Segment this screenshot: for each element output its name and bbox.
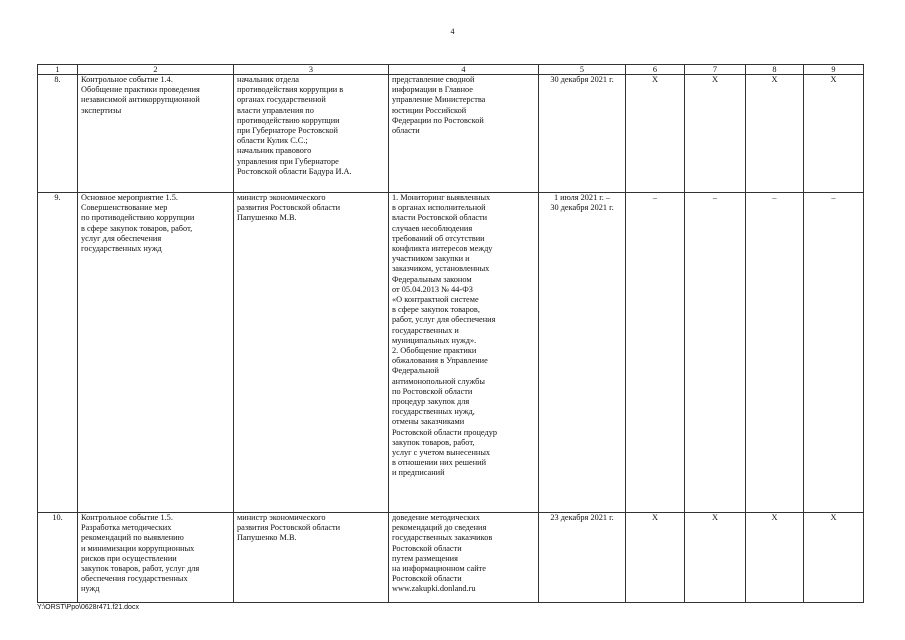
date-cell: 1 июля 2021 г. – 30 декабря 2021 г. xyxy=(539,193,626,513)
result-cell: представление сводной информации в Главное управление Министерства юстиции Российской Федерации по Ростовской области xyxy=(389,75,539,193)
column-9-cell: X xyxy=(804,75,864,193)
event-cell: Контрольное событие 1.5. Разработка методических рекомендаций по выявлению и минимизации коррупционных рисков при осуществлении закупок товаров, работ, услуг для обеспечения государственных нужд xyxy=(78,513,234,603)
result-cell: доведение методических рекомендаций до сведения государственных заказчиков Ростовской области путем размещения на информационном сайте Ростовской области www.zakupki.donland.ru xyxy=(389,513,539,603)
column-6-cell: – xyxy=(626,193,685,513)
column-8-cell: X xyxy=(746,513,804,603)
table-row xyxy=(38,193,864,513)
column-7-cell: X xyxy=(685,75,746,193)
header-row xyxy=(38,65,864,75)
column-9-cell: X xyxy=(804,513,864,603)
column-header: 9 xyxy=(804,65,864,75)
table-row xyxy=(38,513,864,603)
column-header: 1 xyxy=(38,65,78,75)
responsible-cell: министр экономического развития Ростовской области Папушенко М.В. xyxy=(234,513,389,603)
responsible-cell: начальник отдела противодействия коррупции в органах государственной власти управления по противодействию коррупции при Губернаторе Ростовской области Кулик С.С.; начальник правового управления при Губернаторе Ростовской области Бадура И.А. xyxy=(234,75,389,193)
column-header: 8 xyxy=(746,65,804,75)
row-number: 9. xyxy=(38,193,78,513)
date-cell: 30 декабря 2021 г. xyxy=(539,75,626,193)
column-header: 7 xyxy=(685,65,746,75)
page-number: 4 xyxy=(450,27,455,36)
column-7-cell: X xyxy=(685,513,746,603)
responsible-cell: министр экономического развития Ростовской области Папушенко М.В. xyxy=(234,193,389,513)
date-cell: 23 декабря 2021 г. xyxy=(539,513,626,603)
table-row xyxy=(38,75,864,193)
column-header: 4 xyxy=(389,65,539,75)
event-cell: Основное мероприятие 1.5. Совершенствование мер по противодействию коррупции в сфере закупок товаров, работ, услуг для обеспечения государственных нужд xyxy=(78,193,234,513)
file-path: Y:\ORST\Ppo\0628r471.f21.docx xyxy=(37,604,139,611)
column-8-cell: X xyxy=(746,75,804,193)
column-header: 6 xyxy=(626,65,685,75)
column-9-cell: – xyxy=(804,193,864,513)
row-number: 10. xyxy=(38,513,78,603)
plan-table xyxy=(37,64,864,603)
row-number: 8. xyxy=(38,75,78,193)
column-header: 2 xyxy=(78,65,234,75)
column-header: 5 xyxy=(539,65,626,75)
event-cell: Контрольное событие 1.4. Обобщение практики проведения независимой антикоррупционной экспертизы xyxy=(78,75,234,193)
column-8-cell: – xyxy=(746,193,804,513)
column-6-cell: X xyxy=(626,75,685,193)
column-header: 3 xyxy=(234,65,389,75)
column-7-cell: – xyxy=(685,193,746,513)
result-cell: 1. Мониторинг выявленных в органах исполнительной власти Ростовской области случаев несоблюдения требований об отсутствии конфликта интересов между участником закупки и заказчиком, установленных Федеральным законом от 05.04.2013 № 44-ФЗ «О контрактной системе в сфере закупок товаров, работ, услуг для обеспечения государственных и муниципальных нужд». 2. Обобщение практики обжалования в Управление Федеральной антимонопольной службы по Ростовской области процедур закупок для государственных нужд, отмены заказчиками Ростовской области процедур закупок товаров, работ, услуг с учетом вынесенных в отношении них решений и предписаний xyxy=(389,193,539,513)
column-6-cell: X xyxy=(626,513,685,603)
